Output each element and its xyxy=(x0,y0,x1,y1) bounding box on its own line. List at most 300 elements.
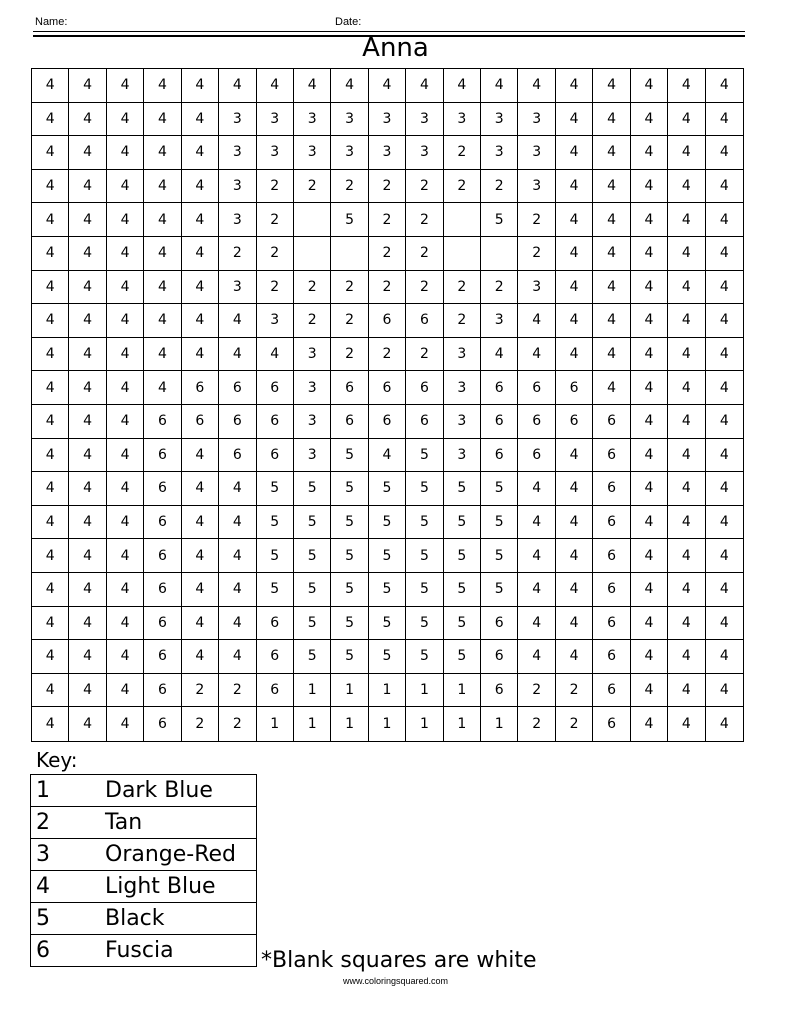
grid-cell: 5 xyxy=(369,539,406,573)
grid-cell: 5 xyxy=(331,640,368,674)
grid-cell: 3 xyxy=(369,136,406,170)
grid-cell: 3 xyxy=(219,170,256,204)
grid-cell: 4 xyxy=(182,103,219,137)
grid-cell: 5 xyxy=(331,203,368,237)
key-color-name: Black xyxy=(105,906,165,931)
grid-cell: 4 xyxy=(182,170,219,204)
grid-cell: 2 xyxy=(369,271,406,305)
grid-cell: 4 xyxy=(182,640,219,674)
grid-cell xyxy=(331,237,368,271)
grid-cell: 4 xyxy=(32,170,69,204)
grid-cell: 2 xyxy=(257,203,294,237)
grid-cell: 4 xyxy=(706,405,743,439)
grid-cell: 4 xyxy=(593,69,630,103)
grid-cell: 4 xyxy=(631,573,668,607)
grid-cell: 5 xyxy=(257,472,294,506)
grid-cell: 2 xyxy=(406,237,443,271)
grid-cell: 4 xyxy=(69,237,106,271)
grid-cell: 4 xyxy=(32,103,69,137)
grid-cell: 6 xyxy=(144,640,181,674)
grid-cell: 4 xyxy=(144,271,181,305)
grid-cell: 6 xyxy=(144,439,181,473)
grid-cell: 3 xyxy=(444,405,481,439)
grid-cell: 5 xyxy=(406,573,443,607)
grid-cell: 5 xyxy=(369,506,406,540)
grid-cell: 1 xyxy=(257,707,294,741)
grid-cell xyxy=(444,237,481,271)
grid-cell: 4 xyxy=(69,506,106,540)
grid-cell: 5 xyxy=(257,506,294,540)
grid-cell: 2 xyxy=(444,136,481,170)
color-key-table xyxy=(30,774,257,967)
grid-cell: 4 xyxy=(631,103,668,137)
grid-cell: 6 xyxy=(593,640,630,674)
grid-cell: 4 xyxy=(706,607,743,641)
grid-cell: 4 xyxy=(481,338,518,372)
grid-cell: 4 xyxy=(706,237,743,271)
grid-cell: 4 xyxy=(668,674,705,708)
grid-cell: 6 xyxy=(481,674,518,708)
grid-cell: 5 xyxy=(369,573,406,607)
grid-cell: 2 xyxy=(444,304,481,338)
grid-cell: 4 xyxy=(706,539,743,573)
grid-cell: 3 xyxy=(219,271,256,305)
grid-cell: 3 xyxy=(257,103,294,137)
grid-cell: 6 xyxy=(369,371,406,405)
grid-cell: 4 xyxy=(593,371,630,405)
grid-cell: 5 xyxy=(444,506,481,540)
grid-cell: 3 xyxy=(257,304,294,338)
grid-cell: 5 xyxy=(331,439,368,473)
grid-cell: 4 xyxy=(706,203,743,237)
grid-cell: 6 xyxy=(593,707,630,741)
grid-cell: 4 xyxy=(107,371,144,405)
grid-cell: 4 xyxy=(32,304,69,338)
blank-squares-note: *Blank squares are white xyxy=(261,948,537,973)
grid-cell: 6 xyxy=(406,405,443,439)
grid-cell: 6 xyxy=(219,371,256,405)
grid-cell: 4 xyxy=(144,237,181,271)
grid-cell: 5 xyxy=(444,573,481,607)
grid-cell: 4 xyxy=(144,338,181,372)
grid-cell: 5 xyxy=(331,472,368,506)
grid-cell: 4 xyxy=(182,136,219,170)
grid-cell: 4 xyxy=(219,539,256,573)
grid-cell: 6 xyxy=(182,405,219,439)
grid-cell: 3 xyxy=(219,203,256,237)
grid-cell: 4 xyxy=(32,506,69,540)
grid-cell: 4 xyxy=(219,573,256,607)
grid-cell: 3 xyxy=(257,136,294,170)
grid-cell: 3 xyxy=(294,103,331,137)
grid-cell: 2 xyxy=(331,304,368,338)
grid-cell: 4 xyxy=(107,506,144,540)
grid-cell: 4 xyxy=(556,640,593,674)
grid-cell: 6 xyxy=(556,405,593,439)
grid-cell: 5 xyxy=(406,506,443,540)
grid-cell xyxy=(294,237,331,271)
grid-cell: 4 xyxy=(631,439,668,473)
grid-cell: 2 xyxy=(331,271,368,305)
grid-cell: 4 xyxy=(631,607,668,641)
grid-cell: 2 xyxy=(556,707,593,741)
key-number: 4 xyxy=(36,874,50,899)
grid-cell: 4 xyxy=(107,439,144,473)
grid-cell: 4 xyxy=(369,69,406,103)
grid-cell: 4 xyxy=(219,472,256,506)
key-number: 3 xyxy=(36,842,50,867)
grid-cell: 3 xyxy=(294,405,331,439)
grid-cell: 4 xyxy=(144,103,181,137)
grid-cell: 6 xyxy=(144,674,181,708)
grid-cell: 4 xyxy=(257,69,294,103)
grid-cell: 6 xyxy=(144,573,181,607)
name-label: Name: xyxy=(35,16,68,28)
grid-cell: 5 xyxy=(406,640,443,674)
grid-cell: 5 xyxy=(406,472,443,506)
grid-cell: 4 xyxy=(518,640,555,674)
grid-cell: 4 xyxy=(144,203,181,237)
grid-cell: 4 xyxy=(631,237,668,271)
grid-cell: 4 xyxy=(706,304,743,338)
grid-cell: 4 xyxy=(182,439,219,473)
grid-cell: 4 xyxy=(219,640,256,674)
grid-cell: 6 xyxy=(219,405,256,439)
grid-cell: 4 xyxy=(631,170,668,204)
grid-cell: 4 xyxy=(706,573,743,607)
grid-cell: 4 xyxy=(668,271,705,305)
grid-cell: 3 xyxy=(331,136,368,170)
grid-cell: 6 xyxy=(593,607,630,641)
grid-cell: 4 xyxy=(518,607,555,641)
key-row xyxy=(31,903,257,935)
grid-cell: 4 xyxy=(556,170,593,204)
grid-cell: 4 xyxy=(406,69,443,103)
grid-cell: 4 xyxy=(69,439,106,473)
grid-cell: 4 xyxy=(182,237,219,271)
grid-cell: 4 xyxy=(69,674,106,708)
grid-cell: 4 xyxy=(631,674,668,708)
grid-cell: 4 xyxy=(518,69,555,103)
grid-cell: 4 xyxy=(706,69,743,103)
key-number: 1 xyxy=(36,778,50,803)
grid-cell: 2 xyxy=(219,707,256,741)
grid-cell: 6 xyxy=(481,640,518,674)
grid-cell: 4 xyxy=(69,539,106,573)
grid-cell: 4 xyxy=(107,304,144,338)
grid-cell: 4 xyxy=(32,237,69,271)
grid-cell: 4 xyxy=(69,103,106,137)
grid-cell: 4 xyxy=(631,136,668,170)
grid-cell: 4 xyxy=(706,103,743,137)
grid-cell: 4 xyxy=(706,136,743,170)
grid-cell: 2 xyxy=(444,170,481,204)
grid-cell: 4 xyxy=(32,371,69,405)
grid-cell: 4 xyxy=(556,304,593,338)
grid-cell: 3 xyxy=(331,103,368,137)
grid-cell: 4 xyxy=(182,304,219,338)
grid-cell: 6 xyxy=(369,405,406,439)
grid-cell: 6 xyxy=(593,539,630,573)
grid-cell: 4 xyxy=(294,69,331,103)
grid-cell: 4 xyxy=(518,539,555,573)
grid-cell: 2 xyxy=(518,707,555,741)
grid-cell: 4 xyxy=(144,371,181,405)
grid-cell: 1 xyxy=(294,707,331,741)
grid-cell: 4 xyxy=(369,439,406,473)
grid-cell: 1 xyxy=(444,674,481,708)
grid-cell: 5 xyxy=(481,573,518,607)
grid-cell: 5 xyxy=(294,472,331,506)
grid-cell: 4 xyxy=(182,69,219,103)
grid-cell: 4 xyxy=(219,607,256,641)
grid-cell: 6 xyxy=(257,640,294,674)
grid-cell: 4 xyxy=(107,69,144,103)
grid-cell: 4 xyxy=(107,607,144,641)
grid-cell: 5 xyxy=(481,506,518,540)
grid-cell: 5 xyxy=(257,573,294,607)
grid-cell: 3 xyxy=(481,304,518,338)
grid-cell: 2 xyxy=(444,271,481,305)
grid-cell: 2 xyxy=(219,674,256,708)
grid-cell: 3 xyxy=(444,371,481,405)
grid-cell: 6 xyxy=(406,304,443,338)
grid-cell: 4 xyxy=(32,674,69,708)
grid-cell: 4 xyxy=(631,640,668,674)
grid-cell xyxy=(444,203,481,237)
grid-cell: 4 xyxy=(69,338,106,372)
grid-cell: 4 xyxy=(556,539,593,573)
grid-cell: 4 xyxy=(668,170,705,204)
grid-cell: 4 xyxy=(32,136,69,170)
grid-cell: 3 xyxy=(294,439,331,473)
grid-cell: 4 xyxy=(444,69,481,103)
grid-cell xyxy=(294,203,331,237)
grid-cell: 4 xyxy=(32,573,69,607)
grid-cell xyxy=(481,237,518,271)
grid-cell: 4 xyxy=(69,69,106,103)
grid-cell: 4 xyxy=(631,506,668,540)
grid-cell: 6 xyxy=(331,405,368,439)
grid-cell: 4 xyxy=(144,69,181,103)
grid-cell: 5 xyxy=(331,539,368,573)
grid-cell: 3 xyxy=(294,338,331,372)
grid-cell: 5 xyxy=(294,640,331,674)
grid-cell: 4 xyxy=(631,271,668,305)
grid-cell: 4 xyxy=(107,136,144,170)
grid-cell: 3 xyxy=(406,136,443,170)
grid-cell: 4 xyxy=(219,304,256,338)
grid-cell: 6 xyxy=(257,439,294,473)
grid-cell: 4 xyxy=(481,69,518,103)
grid-cell: 3 xyxy=(294,371,331,405)
grid-cell: 5 xyxy=(444,640,481,674)
grid-cell: 4 xyxy=(556,237,593,271)
key-color-name: Tan xyxy=(105,810,143,835)
grid-cell: 5 xyxy=(369,472,406,506)
grid-cell: 4 xyxy=(593,237,630,271)
grid-cell: 2 xyxy=(369,237,406,271)
grid-cell: 4 xyxy=(182,203,219,237)
color-by-number-grid xyxy=(31,68,744,742)
grid-cell: 4 xyxy=(69,203,106,237)
grid-cell: 5 xyxy=(481,539,518,573)
grid-cell: 4 xyxy=(518,472,555,506)
grid-cell: 3 xyxy=(518,271,555,305)
grid-cell: 4 xyxy=(107,338,144,372)
grid-cell: 4 xyxy=(593,136,630,170)
grid-cell: 4 xyxy=(556,69,593,103)
grid-cell: 4 xyxy=(69,707,106,741)
grid-cell: 5 xyxy=(444,472,481,506)
grid-cell: 4 xyxy=(182,607,219,641)
grid-cell: 4 xyxy=(32,338,69,372)
grid-cell: 4 xyxy=(107,170,144,204)
grid-cell: 4 xyxy=(32,707,69,741)
grid-cell: 1 xyxy=(294,674,331,708)
grid-cell: 4 xyxy=(706,472,743,506)
grid-cell: 5 xyxy=(406,439,443,473)
grid-cell: 6 xyxy=(257,405,294,439)
grid-cell: 2 xyxy=(294,271,331,305)
grid-cell: 4 xyxy=(107,573,144,607)
grid-cell: 4 xyxy=(593,170,630,204)
grid-cell: 6 xyxy=(593,472,630,506)
grid-cell: 4 xyxy=(668,203,705,237)
grid-cell: 4 xyxy=(668,640,705,674)
grid-cell: 4 xyxy=(107,539,144,573)
grid-cell: 4 xyxy=(631,304,668,338)
grid-cell: 2 xyxy=(369,203,406,237)
grid-cell: 4 xyxy=(706,338,743,372)
grid-cell: 4 xyxy=(182,506,219,540)
grid-cell: 6 xyxy=(144,472,181,506)
grid-cell: 2 xyxy=(257,170,294,204)
grid-cell: 4 xyxy=(668,472,705,506)
page-title: Anna xyxy=(362,33,429,63)
grid-cell: 6 xyxy=(219,439,256,473)
grid-cell: 4 xyxy=(219,69,256,103)
grid-cell: 6 xyxy=(144,506,181,540)
grid-cell: 6 xyxy=(518,371,555,405)
grid-cell: 4 xyxy=(182,338,219,372)
grid-cell: 4 xyxy=(556,271,593,305)
grid-cell: 4 xyxy=(631,539,668,573)
grid-cell: 3 xyxy=(444,338,481,372)
grid-cell: 4 xyxy=(107,203,144,237)
grid-cell: 4 xyxy=(668,439,705,473)
grid-cell: 3 xyxy=(518,170,555,204)
key-row xyxy=(31,839,257,871)
grid-cell: 5 xyxy=(444,539,481,573)
grid-cell: 2 xyxy=(406,338,443,372)
grid-cell: 1 xyxy=(406,707,443,741)
grid-cell: 4 xyxy=(668,506,705,540)
grid-cell: 5 xyxy=(331,573,368,607)
grid-cell: 5 xyxy=(294,573,331,607)
grid-cell: 3 xyxy=(481,103,518,137)
grid-cell: 4 xyxy=(69,573,106,607)
grid-cell: 2 xyxy=(182,674,219,708)
grid-cell: 3 xyxy=(518,103,555,137)
grid-cell: 4 xyxy=(518,338,555,372)
grid-cell: 6 xyxy=(144,539,181,573)
grid-cell: 4 xyxy=(69,607,106,641)
grid-cell: 2 xyxy=(331,338,368,372)
grid-cell: 3 xyxy=(518,136,555,170)
grid-cell: 4 xyxy=(107,707,144,741)
grid-cell: 5 xyxy=(369,640,406,674)
grid-cell: 4 xyxy=(107,640,144,674)
grid-cell: 3 xyxy=(444,439,481,473)
grid-cell: 4 xyxy=(668,607,705,641)
grid-cell: 5 xyxy=(444,607,481,641)
grid-cell: 4 xyxy=(556,439,593,473)
grid-cell: 4 xyxy=(706,674,743,708)
grid-cell: 4 xyxy=(257,338,294,372)
grid-cell: 6 xyxy=(144,405,181,439)
grid-cell: 3 xyxy=(406,103,443,137)
grid-cell: 4 xyxy=(107,405,144,439)
grid-cell: 3 xyxy=(444,103,481,137)
key-row xyxy=(31,871,257,903)
grid-cell: 4 xyxy=(182,539,219,573)
grid-cell: 2 xyxy=(369,170,406,204)
grid-cell: 4 xyxy=(32,439,69,473)
grid-cell: 4 xyxy=(182,472,219,506)
grid-cell: 4 xyxy=(593,271,630,305)
grid-cell: 2 xyxy=(294,304,331,338)
grid-cell: 6 xyxy=(518,439,555,473)
grid-cell: 2 xyxy=(406,271,443,305)
grid-cell: 6 xyxy=(144,607,181,641)
grid-cell: 6 xyxy=(257,371,294,405)
grid-cell: 4 xyxy=(69,136,106,170)
grid-cell: 6 xyxy=(369,304,406,338)
grid-cell: 5 xyxy=(331,607,368,641)
grid-cell: 6 xyxy=(331,371,368,405)
grid-cell: 4 xyxy=(69,304,106,338)
grid-cell: 4 xyxy=(593,338,630,372)
grid-cell: 6 xyxy=(593,439,630,473)
grid-cell: 4 xyxy=(593,103,630,137)
grid-cell: 6 xyxy=(593,674,630,708)
grid-cell: 4 xyxy=(32,203,69,237)
grid-cell: 4 xyxy=(144,304,181,338)
grid-cell: 5 xyxy=(294,607,331,641)
grid-cell: 2 xyxy=(481,271,518,305)
grid-cell: 4 xyxy=(706,371,743,405)
grid-cell: 4 xyxy=(32,69,69,103)
grid-cell: 4 xyxy=(631,405,668,439)
grid-cell: 4 xyxy=(518,304,555,338)
grid-cell: 6 xyxy=(257,607,294,641)
key-row xyxy=(31,807,257,839)
grid-cell: 6 xyxy=(182,371,219,405)
grid-cell: 4 xyxy=(706,506,743,540)
grid-cell: 6 xyxy=(481,371,518,405)
grid-cell: 4 xyxy=(631,69,668,103)
grid-cell: 1 xyxy=(406,674,443,708)
date-label: Date: xyxy=(335,16,362,28)
grid-cell: 6 xyxy=(593,506,630,540)
grid-cell: 4 xyxy=(668,69,705,103)
grid-cell: 1 xyxy=(369,674,406,708)
grid-cell: 2 xyxy=(219,237,256,271)
grid-cell: 4 xyxy=(706,439,743,473)
key-row xyxy=(31,775,257,807)
grid-cell: 4 xyxy=(107,472,144,506)
